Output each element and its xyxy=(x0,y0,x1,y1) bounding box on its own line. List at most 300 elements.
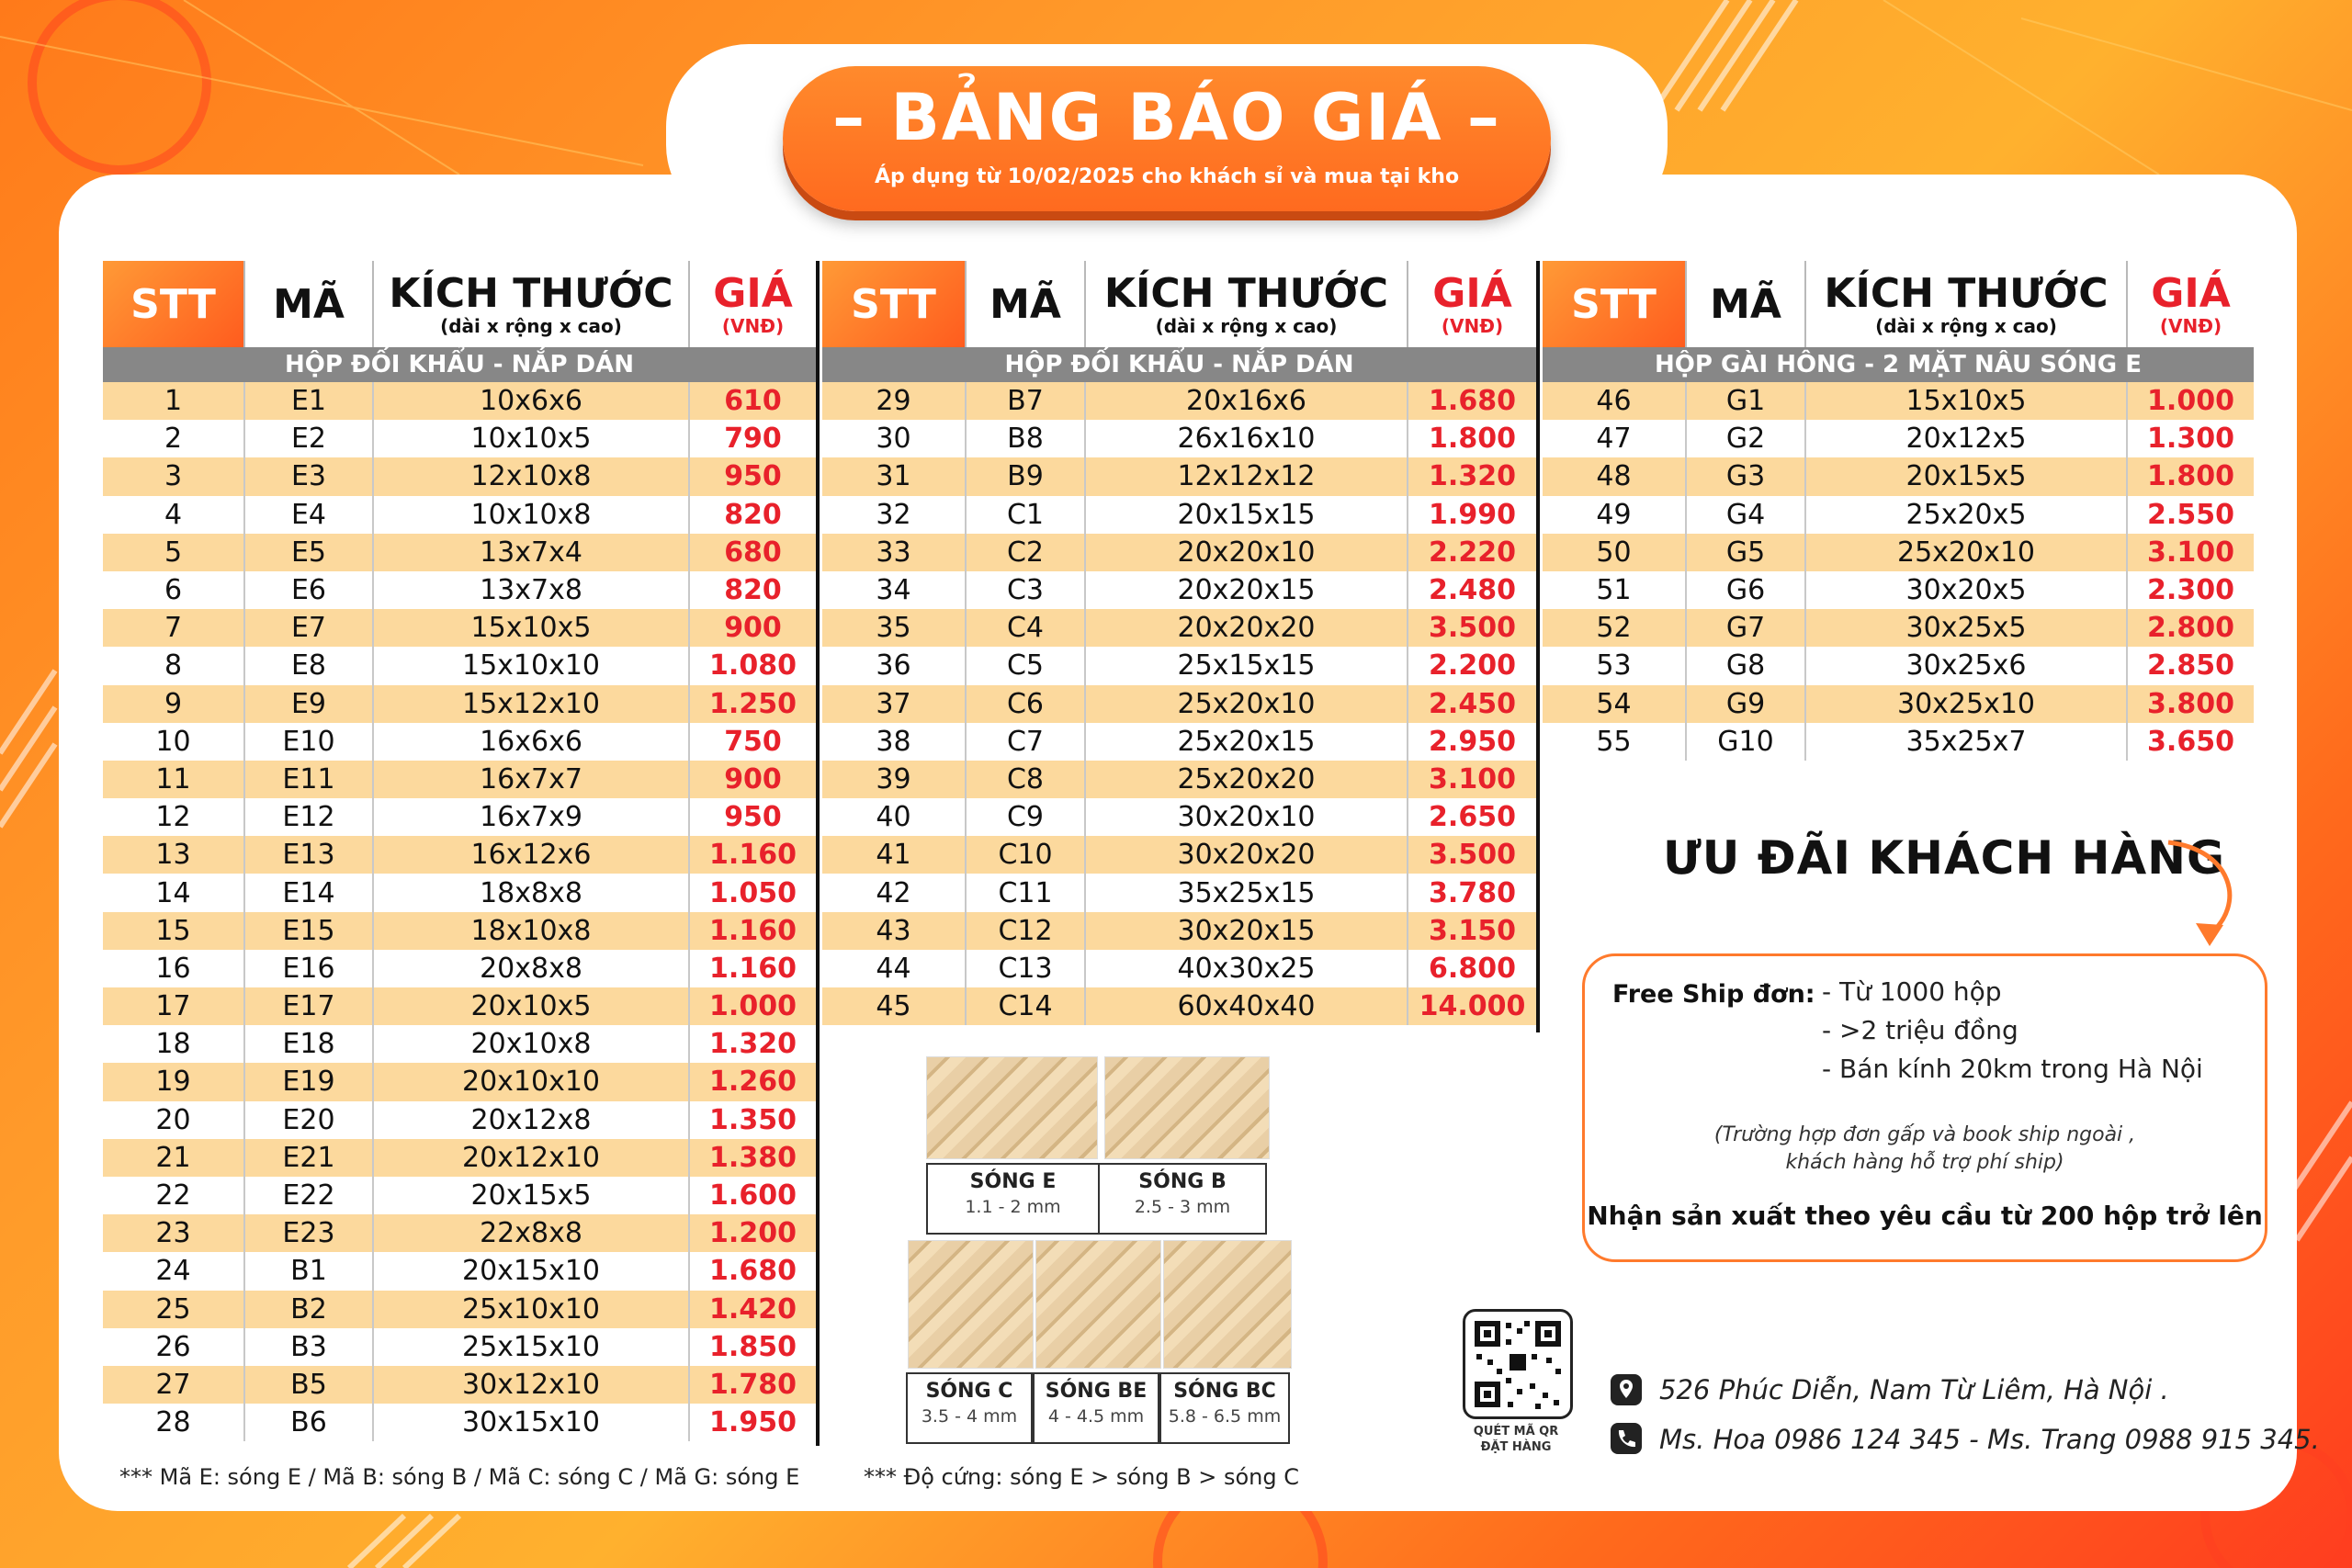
price-cell: 900 xyxy=(689,761,816,798)
section-title: HỘP ĐỐI KHẨU - NẮP DÁN xyxy=(103,347,816,382)
size-cell: 20x16x6 xyxy=(1085,382,1408,420)
stt-cell: 29 xyxy=(822,382,966,420)
table-row xyxy=(822,761,1536,798)
stt-cell: 3 xyxy=(103,457,244,495)
price-cell: 1.160 xyxy=(709,952,797,985)
header-size: KÍCH THƯỚC (dài x rộng x cao) xyxy=(1805,261,2127,347)
table-row xyxy=(822,382,1536,420)
size-cell: 25x15x10 xyxy=(373,1328,689,1366)
code-cell: E11 xyxy=(244,761,373,798)
stt-cell: 40 xyxy=(822,798,966,836)
code-cell: G9 xyxy=(1686,685,1805,723)
table-row xyxy=(822,609,1536,647)
size-cell: 10x10x5 xyxy=(373,420,689,457)
size-cell: 25x10x10 xyxy=(373,1291,689,1328)
stt-cell: 54 xyxy=(1543,685,1686,723)
price-cell: 820 xyxy=(724,574,782,607)
table-row xyxy=(822,987,1536,1025)
code-cell: E13 xyxy=(244,836,373,874)
table-row xyxy=(103,1025,816,1063)
price-cell: 1.420 xyxy=(689,1291,816,1328)
price-cell: 3.800 xyxy=(2127,685,2254,723)
price-cell: 1.260 xyxy=(689,1063,816,1100)
stt-cell: 19 xyxy=(103,1063,244,1100)
stt-cell: 5 xyxy=(103,534,244,571)
price-cell: 790 xyxy=(724,423,782,456)
sample-label: SÓNG E 1.1 - 2 mm xyxy=(926,1163,1100,1235)
header-stt: STT xyxy=(103,261,244,347)
promo-note: (Trường hợp đơn gấp và book ship ngoài , khách hàng hỗ trợ phí ship) xyxy=(1713,1123,2136,1174)
price-cell: 2.550 xyxy=(2147,498,2234,531)
table-row xyxy=(822,836,1536,874)
stt-cell: 36 xyxy=(822,647,966,684)
price-cell: 1.350 xyxy=(709,1103,797,1136)
table-row xyxy=(103,420,816,457)
sample-image-b xyxy=(1104,1056,1270,1159)
stt-cell: 43 xyxy=(822,912,966,950)
table-row xyxy=(103,987,816,1025)
stt-cell: 2 xyxy=(103,420,244,457)
price-cell: 2.450 xyxy=(1408,685,1536,723)
stt-cell: 22 xyxy=(103,1177,244,1214)
code-cell: G8 xyxy=(1686,647,1805,684)
code-cell: E15 xyxy=(244,912,373,950)
table-row xyxy=(103,496,816,534)
price-cell: 1.950 xyxy=(709,1406,797,1439)
code-cell: E21 xyxy=(244,1139,373,1177)
stt-cell: 41 xyxy=(822,836,966,874)
code-cell: E14 xyxy=(244,874,373,911)
table-row xyxy=(103,1291,816,1328)
size-cell: 30x20x20 xyxy=(1085,836,1408,874)
size-cell: 25x20x10 xyxy=(1805,534,2127,571)
size-cell: 30x15x10 xyxy=(373,1404,689,1441)
table-row xyxy=(103,1252,816,1290)
table-row xyxy=(1543,647,2254,684)
price-cell: 3.650 xyxy=(2147,725,2234,758)
price-cell: 1.050 xyxy=(709,876,797,909)
footnote-codes: *** Mã E: sóng E / Mã B: sóng B / Mã C: sóng C / Mã G: sóng E xyxy=(119,1464,800,1490)
title-banner xyxy=(783,66,1551,211)
price-cell: 1.000 xyxy=(689,987,816,1025)
table-row xyxy=(1543,609,2254,647)
code-cell: B7 xyxy=(966,382,1085,420)
code-cell: E9 xyxy=(244,685,373,723)
promo-title: ƯU ĐÃI KHÁCH HÀNG xyxy=(1663,831,2226,885)
size-cell: 30x20x10 xyxy=(1085,798,1408,836)
size-cell: 10x6x6 xyxy=(373,382,689,420)
table-row xyxy=(103,1404,816,1441)
stt-cell: 23 xyxy=(103,1214,244,1252)
size-cell: 20x12x8 xyxy=(373,1101,689,1139)
table-row xyxy=(103,761,816,798)
size-cell: 13x7x8 xyxy=(373,571,689,609)
price-cell: 1.000 xyxy=(2127,382,2254,420)
price-cell: 950 xyxy=(689,457,816,495)
stt-cell: 39 xyxy=(822,761,966,798)
price-cell: 1.850 xyxy=(709,1330,797,1363)
phone-icon xyxy=(1610,1422,1643,1455)
price-cell: 610 xyxy=(689,382,816,420)
price-cell: 1.680 xyxy=(709,1255,797,1288)
price-cell: 950 xyxy=(724,801,782,834)
code-cell: C3 xyxy=(966,571,1085,609)
size-cell: 15x10x5 xyxy=(1805,382,2127,420)
qr-label: QUÉT MÃ QR ĐẶT HÀNG xyxy=(1473,1425,1559,1454)
price-cell: 1.380 xyxy=(689,1139,816,1177)
code-cell: G3 xyxy=(1686,457,1805,495)
code-cell: E7 xyxy=(244,609,373,647)
code-cell: E6 xyxy=(244,571,373,609)
stt-cell: 9 xyxy=(103,685,244,723)
table-row xyxy=(103,1214,816,1252)
table-row xyxy=(103,457,816,495)
header-price: GIÁ (VNĐ) xyxy=(689,261,816,347)
price-cell: 2.220 xyxy=(1408,534,1536,571)
size-cell: 20x20x10 xyxy=(1085,534,1408,571)
size-cell: 30x25x10 xyxy=(1805,685,2127,723)
stt-cell: 46 xyxy=(1543,382,1686,420)
table-row xyxy=(103,1139,816,1177)
price-cell: 3.100 xyxy=(1408,761,1536,798)
table-row xyxy=(103,723,816,761)
code-cell: G5 xyxy=(1686,534,1805,571)
code-cell: C5 xyxy=(966,647,1085,684)
price-cell: 3.150 xyxy=(1408,912,1536,950)
code-cell: G7 xyxy=(1686,609,1805,647)
size-cell: 25x20x5 xyxy=(1805,496,2127,534)
size-cell: 18x8x8 xyxy=(373,874,689,911)
sample-label: SÓNG B 2.5 - 3 mm xyxy=(1098,1163,1267,1235)
size-cell: 20x20x15 xyxy=(1085,571,1408,609)
table-row xyxy=(103,571,816,609)
stt-cell: 18 xyxy=(103,1025,244,1063)
code-cell: C6 xyxy=(966,685,1085,723)
stt-cell: 27 xyxy=(103,1366,244,1404)
code-cell: B9 xyxy=(966,457,1085,495)
size-cell: 22x8x8 xyxy=(373,1214,689,1252)
price-cell: 3.100 xyxy=(2127,534,2254,571)
size-cell: 30x20x15 xyxy=(1085,912,1408,950)
size-cell: 18x10x8 xyxy=(373,912,689,950)
table-row xyxy=(1543,496,2254,534)
price-cell: 1.250 xyxy=(689,685,816,723)
table-row xyxy=(822,496,1536,534)
size-cell: 13x7x4 xyxy=(373,534,689,571)
table-row xyxy=(822,685,1536,723)
curved-arrow-icon xyxy=(2159,831,2269,951)
price-cell: 14.000 xyxy=(1408,987,1536,1025)
table-row xyxy=(103,912,816,950)
stt-cell: 33 xyxy=(822,534,966,571)
table-row xyxy=(822,798,1536,836)
size-cell: 60x40x40 xyxy=(1085,987,1408,1025)
code-cell: E23 xyxy=(244,1214,373,1252)
sample-image-c xyxy=(908,1240,1034,1369)
code-cell: C9 xyxy=(966,798,1085,836)
price-table-3 xyxy=(1543,261,2254,761)
price-cell: 2.800 xyxy=(2127,609,2254,647)
stt-cell: 53 xyxy=(1543,647,1686,684)
contact-address: 526 Phúc Diễn, Nam Từ Liêm, Hà Nội . xyxy=(1659,1374,2169,1405)
table-row xyxy=(103,1101,816,1139)
price-cell: 1.300 xyxy=(2147,423,2234,456)
sample-image-bc xyxy=(1163,1240,1292,1369)
size-cell: 16x7x9 xyxy=(373,798,689,836)
price-cell: 3.780 xyxy=(1429,876,1516,909)
size-cell: 15x10x5 xyxy=(373,609,689,647)
price-cell: 2.300 xyxy=(2147,574,2234,607)
stt-cell: 51 xyxy=(1543,571,1686,609)
code-cell: C11 xyxy=(966,874,1085,911)
header-price: GIÁ (VNĐ) xyxy=(2127,261,2254,347)
stt-cell: 28 xyxy=(103,1404,244,1441)
code-cell: E10 xyxy=(244,723,373,761)
sample-image-e xyxy=(926,1056,1098,1159)
code-cell: B3 xyxy=(244,1328,373,1366)
stt-cell: 15 xyxy=(103,912,244,950)
sample-label: SÓNG C 3.5 - 4 mm xyxy=(906,1372,1033,1444)
page-subtitle: Áp dụng từ 10/02/2025 cho khách sỉ và mua tại kho xyxy=(874,165,1460,188)
stt-cell: 55 xyxy=(1543,723,1686,761)
size-cell: 35x25x15 xyxy=(1085,874,1408,911)
code-cell: C8 xyxy=(966,761,1085,798)
size-cell: 12x10x8 xyxy=(373,457,689,495)
table-row xyxy=(822,950,1536,987)
table-row xyxy=(1543,420,2254,457)
header-ma: MÃ xyxy=(244,261,373,347)
price-cell: 680 xyxy=(689,534,816,571)
table-body xyxy=(822,347,1536,1025)
code-cell: B8 xyxy=(966,420,1085,457)
page-title: – BẢNG BÁO GIÁ – xyxy=(832,80,1501,155)
sample-label: SÓNG BC 5.8 - 6.5 mm xyxy=(1159,1372,1290,1444)
stt-cell: 14 xyxy=(103,874,244,911)
stt-cell: 49 xyxy=(1543,496,1686,534)
stt-cell: 17 xyxy=(103,987,244,1025)
size-cell: 20x15x5 xyxy=(373,1177,689,1214)
price-table-2 xyxy=(822,261,1536,1025)
table-row xyxy=(1543,382,2254,420)
code-cell: G4 xyxy=(1686,496,1805,534)
stt-cell: 24 xyxy=(103,1252,244,1290)
stt-cell: 20 xyxy=(103,1101,244,1139)
table-row xyxy=(1543,723,2254,761)
header-ma: MÃ xyxy=(966,261,1085,347)
location-icon xyxy=(1610,1373,1643,1406)
table-row xyxy=(103,609,816,647)
code-cell: E17 xyxy=(244,987,373,1025)
table-body xyxy=(1543,347,2254,761)
size-cell: 15x10x10 xyxy=(373,647,689,684)
stt-cell: 21 xyxy=(103,1139,244,1177)
table-row xyxy=(103,950,816,987)
price-cell: 1.990 xyxy=(1429,498,1516,531)
stt-cell: 13 xyxy=(103,836,244,874)
section-title: HỘP GÀI HÔNG - 2 MẶT NÂU SÓNG E xyxy=(1543,347,2254,382)
code-cell: B1 xyxy=(244,1252,373,1290)
table-row xyxy=(103,798,816,836)
table-row xyxy=(103,534,816,571)
stt-cell: 7 xyxy=(103,609,244,647)
price-table-1 xyxy=(103,261,816,1441)
stt-cell: 34 xyxy=(822,571,966,609)
price-cell: 2.200 xyxy=(1429,649,1516,682)
price-cell: 1.800 xyxy=(2127,457,2254,495)
size-cell: 30x20x5 xyxy=(1805,571,2127,609)
stt-cell: 26 xyxy=(103,1328,244,1366)
size-cell: 20x12x5 xyxy=(1805,420,2127,457)
qr-code[interactable] xyxy=(1463,1309,1573,1419)
size-cell: 30x12x10 xyxy=(373,1366,689,1404)
table-row xyxy=(1543,685,2254,723)
price-cell: 1.320 xyxy=(1408,457,1536,495)
header-ma: MÃ xyxy=(1686,261,1805,347)
size-cell: 20x10x10 xyxy=(373,1063,689,1100)
code-cell: C13 xyxy=(966,950,1085,987)
stt-cell: 48 xyxy=(1543,457,1686,495)
footnote-hardness: *** Độ cứng: sóng E > sóng B > sóng C xyxy=(864,1464,1300,1490)
promo-item: - >2 triệu đồng xyxy=(1822,1015,2018,1045)
price-cell: 1.600 xyxy=(709,1179,797,1213)
size-cell: 12x12x12 xyxy=(1085,457,1408,495)
stt-cell: 32 xyxy=(822,496,966,534)
code-cell: G6 xyxy=(1686,571,1805,609)
table-row xyxy=(822,457,1536,495)
price-cell: 2.650 xyxy=(1429,801,1516,834)
table-row xyxy=(1543,534,2254,571)
stt-cell: 38 xyxy=(822,723,966,761)
size-cell: 16x6x6 xyxy=(373,723,689,761)
code-cell: E4 xyxy=(244,496,373,534)
contact-phones[interactable]: Ms. Hoa 0986 124 345 - Ms. Trang 0988 915 345. xyxy=(1659,1424,2320,1455)
size-cell: 35x25x7 xyxy=(1805,723,2127,761)
table-row xyxy=(822,571,1536,609)
free-ship-label: Free Ship đơn: xyxy=(1612,980,1815,1009)
header-stt: STT xyxy=(1543,261,1686,347)
price-cell: 1.080 xyxy=(709,649,797,682)
promo-item: - Bán kính 20km trong Hà Nội xyxy=(1822,1054,2203,1084)
size-cell: 20x12x10 xyxy=(373,1139,689,1177)
table-row xyxy=(822,420,1536,457)
size-cell: 16x7x7 xyxy=(373,761,689,798)
promo-custom-order: Nhận sản xuất theo yêu cầu từ 200 hộp trở lên xyxy=(1587,1201,2263,1231)
price-cell: 2.850 xyxy=(2147,649,2234,682)
code-cell: G1 xyxy=(1686,382,1805,420)
code-cell: C4 xyxy=(966,609,1085,647)
stt-cell: 37 xyxy=(822,685,966,723)
table-row xyxy=(103,836,816,874)
table-row xyxy=(822,912,1536,950)
code-cell: E3 xyxy=(244,457,373,495)
code-cell: C7 xyxy=(966,723,1085,761)
price-cell: 3.500 xyxy=(1408,836,1536,874)
price-cell: 750 xyxy=(724,725,782,758)
code-cell: E19 xyxy=(244,1063,373,1100)
stt-cell: 6 xyxy=(103,571,244,609)
table-row xyxy=(103,647,816,684)
price-cell: 2.480 xyxy=(1429,574,1516,607)
code-cell: C14 xyxy=(966,987,1085,1025)
code-cell: E8 xyxy=(244,647,373,684)
size-cell: 16x12x6 xyxy=(373,836,689,874)
code-cell: G2 xyxy=(1686,420,1805,457)
stt-cell: 4 xyxy=(103,496,244,534)
stt-cell: 44 xyxy=(822,950,966,987)
table-row xyxy=(1543,457,2254,495)
size-cell: 10x10x8 xyxy=(373,496,689,534)
size-cell: 20x10x5 xyxy=(373,987,689,1025)
header-size: KÍCH THƯỚC (dài x rộng x cao) xyxy=(373,261,689,347)
size-cell: 25x20x20 xyxy=(1085,761,1408,798)
stt-cell: 1 xyxy=(103,382,244,420)
size-cell: 20x20x20 xyxy=(1085,609,1408,647)
size-cell: 20x15x5 xyxy=(1805,457,2127,495)
table-row xyxy=(103,874,816,911)
table-row xyxy=(103,1063,816,1100)
price-cell: 1.780 xyxy=(689,1366,816,1404)
price-cell: 2.950 xyxy=(1429,725,1516,758)
stt-cell: 10 xyxy=(103,723,244,761)
code-cell: E5 xyxy=(244,534,373,571)
size-cell: 20x10x8 xyxy=(373,1025,689,1063)
size-cell: 15x12x10 xyxy=(373,685,689,723)
table-row xyxy=(822,534,1536,571)
sample-image-be xyxy=(1035,1240,1161,1369)
table-row xyxy=(822,723,1536,761)
stt-cell: 47 xyxy=(1543,420,1686,457)
table-row xyxy=(822,874,1536,911)
stt-cell: 42 xyxy=(822,874,966,911)
section-title: HỘP ĐỐI KHẨU - NẮP DÁN xyxy=(822,347,1536,382)
stt-cell: 8 xyxy=(103,647,244,684)
code-cell: B6 xyxy=(244,1404,373,1441)
code-cell: E12 xyxy=(244,798,373,836)
stt-cell: 31 xyxy=(822,457,966,495)
table-row xyxy=(103,685,816,723)
stt-cell: 16 xyxy=(103,950,244,987)
size-cell: 30x25x5 xyxy=(1805,609,2127,647)
code-cell: B2 xyxy=(244,1291,373,1328)
stt-cell: 12 xyxy=(103,798,244,836)
code-cell: C1 xyxy=(966,496,1085,534)
price-cell: 1.680 xyxy=(1408,382,1536,420)
stt-cell: 25 xyxy=(103,1291,244,1328)
promo-box xyxy=(1582,953,2267,1262)
size-cell: 20x15x10 xyxy=(373,1252,689,1290)
stt-cell: 52 xyxy=(1543,609,1686,647)
section-row xyxy=(103,347,816,382)
code-cell: C12 xyxy=(966,912,1085,950)
code-cell: E16 xyxy=(244,950,373,987)
promo-item: - Từ 1000 hộp xyxy=(1822,976,2002,1007)
code-cell: B5 xyxy=(244,1366,373,1404)
price-cell: 820 xyxy=(724,498,782,531)
price-cell: 6.800 xyxy=(1429,952,1516,985)
code-cell: E22 xyxy=(244,1177,373,1214)
column-divider xyxy=(816,261,820,1446)
code-cell: E20 xyxy=(244,1101,373,1139)
size-cell: 30x25x6 xyxy=(1805,647,2127,684)
code-cell: G10 xyxy=(1686,723,1805,761)
size-cell: 25x15x15 xyxy=(1085,647,1408,684)
section-row xyxy=(822,347,1536,382)
stt-cell: 35 xyxy=(822,609,966,647)
price-cell: 1.160 xyxy=(689,836,816,874)
size-cell: 25x20x10 xyxy=(1085,685,1408,723)
table-row xyxy=(103,382,816,420)
size-cell: 26x16x10 xyxy=(1085,420,1408,457)
